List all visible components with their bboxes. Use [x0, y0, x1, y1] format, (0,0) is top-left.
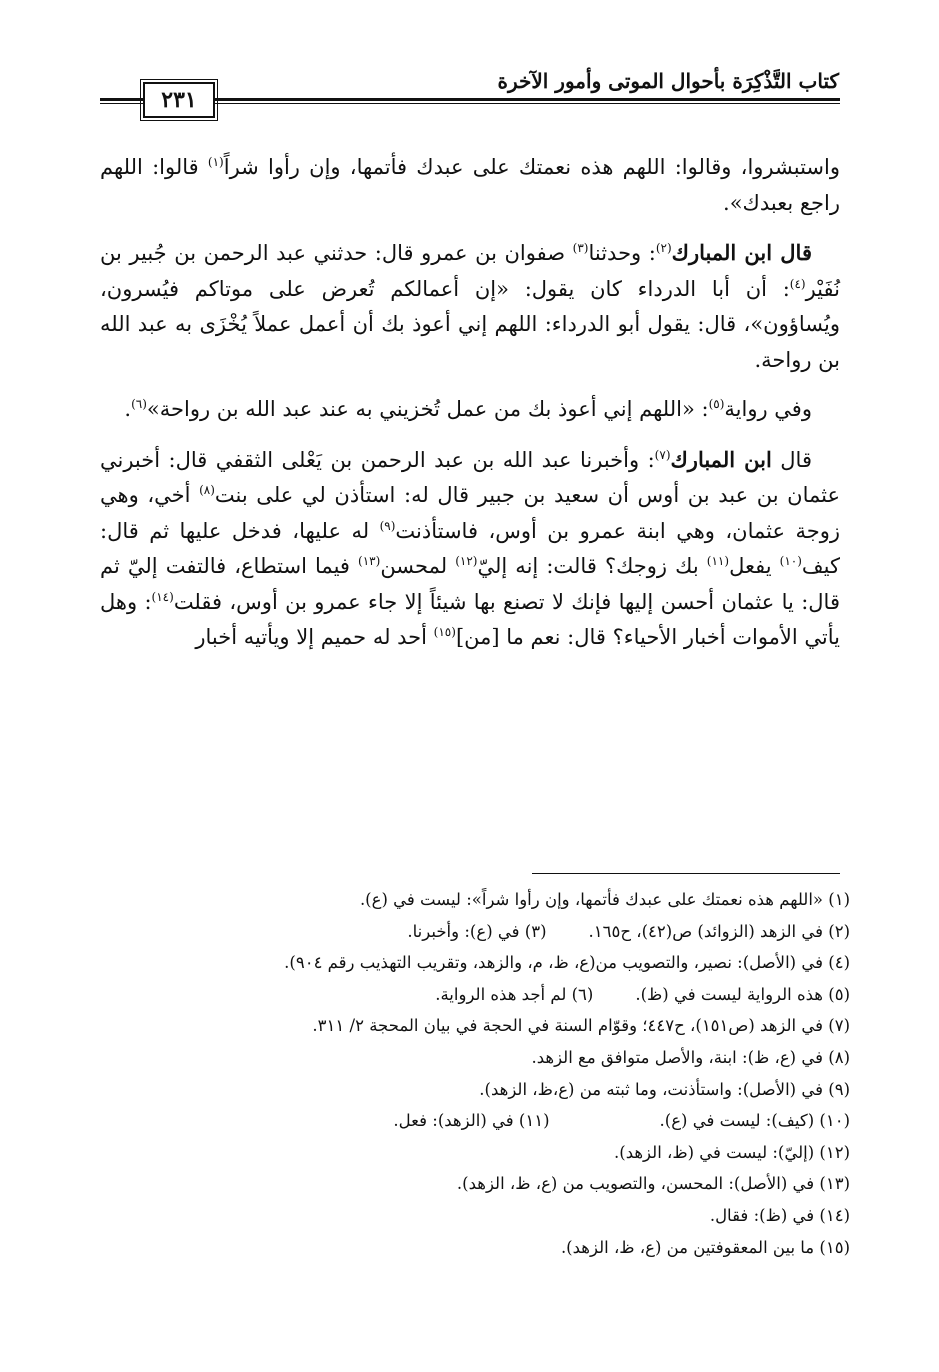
narrator-name: قال ابن المبارك [671, 240, 812, 265]
footnote-ref[interactable]: (٤) [789, 276, 806, 291]
footnote-1: (١) «اللهم هذه نعمتك على عبدك فأتمها، وإن رأوا شراً»: ليست في (ع). [359, 890, 850, 909]
footnote-ref[interactable]: (١٤) [151, 589, 174, 604]
footnote-6: (٦) لم أجد هذه الرواية. [435, 984, 594, 1004]
footnote-ref[interactable]: (٩) [379, 518, 396, 533]
footnote-5: (٥) هذه الرواية ليست في (ظ). [635, 984, 850, 1004]
footnote-ref[interactable]: (١٠) [779, 554, 802, 568]
footnote-row [100, 979, 850, 1011]
footnote-separator [532, 873, 840, 874]
footnote-ref[interactable]: (١) [207, 155, 224, 169]
paragraph-1: واستبشروا، وقالوا: اللهم هذه نعمتك على عبدك فأتمها، وإن رأوا شراً$^{(١)}$ قالوا: اللهم راجع بعبدك». [100, 155, 840, 215]
footnote-ref[interactable]: (٥) [708, 397, 725, 411]
footnote-ref[interactable]: (٨) [199, 483, 215, 497]
paragraph-2: قال ابن المبارك$^{(٢)}$: وحدثنا$^{(٣)}$ صفوان بن عمرو قال: حدثني عبد الرحمن بن جُبير بن نُفَيْر$^{(٤)}$: أن أبا الدرداء كان يقول: «إن أعمالكم تُعرض على موتاكم فيُسرون، ويُساؤون»، قال: يقول أبو الدرداء: اللهم إني أعوذ بك أن أعمل عملاً يُخْزَى به عبد الله بن رواحة. [100, 240, 840, 372]
paragraph-4: قال ابن المبارك$^{(٧)}$: وأخبرنا عبد الله بن عبد الرحمن بن يَعْلى الثقفي قال: أخبرني عثمان بن عبد بن أوس أن سعيد بن جبير قال له: استأذن لي على بنت$^{(٨)}$ أخي، وهي زوجة عثمان، وهي ابنة عمرو بن أوس، فاستأذنت$^{(٩)}$ له عليها، فدخل عليها ثم قال: كيف$^{(١٠)}$ يفعل$^{(١١)}$ بك زوجك؟ قالت: إنه إليّ$^{(١٢)}$ لمحسن$^{(١٣)}$ فيما استطاع، فالتفت إليّ ثم قال: يا عثمان أحسن إليها فإنك لا تصنع بها شيئاً إلا جاء عمرو بن أوس، فقلت$^{(١٤)}$: وهل يأتي الأموات أخبار الأحياء؟ قال: نعم ما [من]$^{(١٥)}$ أحد له حميم إلا ويأتيه أخبار [100, 446, 840, 649]
paragraph-3: وفي رواية$^{(٥)}$: «اللهم إني أعوذ بك من عمل تُخزيني به عند عبد الله بن رواحة»$^{(٦)}$. [124, 397, 812, 421]
footnote-4: (٤) في (الأصل): نصير، والتصويب من(ع، ظ، م، والزهد، وتقريب التهذيب رقم ٩٠٤). [284, 953, 850, 973]
page-number-box [143, 82, 215, 118]
footnote-ref[interactable]: (١٣) [358, 554, 381, 568]
footnote-7: (٧) في الزهد (ص١٥١)، ح٤٤٧؛ وقوّام السنة في الحجة في بيان المحجة ٢/ ٣١١. [312, 1016, 850, 1036]
footnote-ref[interactable]: (٣) [572, 241, 589, 255]
footnote-ref[interactable]: (٢) [655, 241, 672, 255]
footnote-row [100, 1105, 850, 1137]
footnote-11: (١١) في (الزهد): فعل. [393, 1111, 550, 1131]
footnote-12: (١٢) (إليّ): ليست في (ظ، الزهد). [614, 1142, 850, 1162]
footnote-9: (٩) في (الأصل): واستأذنت، وما ثبته من (ع،ظ، الزهد). [479, 1079, 850, 1099]
footnote-10: (١٠) (كيف): ليست في (ع). [659, 1111, 850, 1131]
page-number: ٢٣١ [161, 87, 197, 113]
running-header-title: كتاب التَّذْكِرَة بأحوال الموتى وأمور الآخرة [497, 69, 839, 93]
footnote-15: (١٥) ما بين المعقوفتين من (ع، ظ، الزهد). [560, 1237, 850, 1257]
footnote-ref[interactable]: (١٥) [433, 625, 456, 639]
footnote-3: (٣) في (ع): وأخبرنا. [407, 921, 547, 941]
footnote-2: (٢) في الزهد (الزوائد) ص(٤٢)، ح١٦٥. [588, 921, 850, 941]
footnote-ref[interactable]: (١٢) [455, 554, 478, 568]
footnote-ref[interactable]: (٦) [131, 397, 147, 411]
footnote-14: (١٤) في (ظ): فقال. [709, 1205, 850, 1225]
footnote-ref[interactable]: (١١) [706, 554, 730, 568]
footnote-8: (٨) في (ع، ظ): ابنة، والأصل متوافق مع الزهد. [531, 1047, 850, 1067]
footnotes [100, 884, 850, 1263]
narrator-name: ابن المبارك [670, 446, 772, 472]
footnote-13: (١٣) في (الأصل): المحسن، والتصويب من (ع، ظ، الزهد). [456, 1174, 850, 1194]
main-text [100, 150, 840, 670]
footnote-row [100, 916, 850, 948]
footnote-ref[interactable]: (٧) [654, 447, 671, 462]
